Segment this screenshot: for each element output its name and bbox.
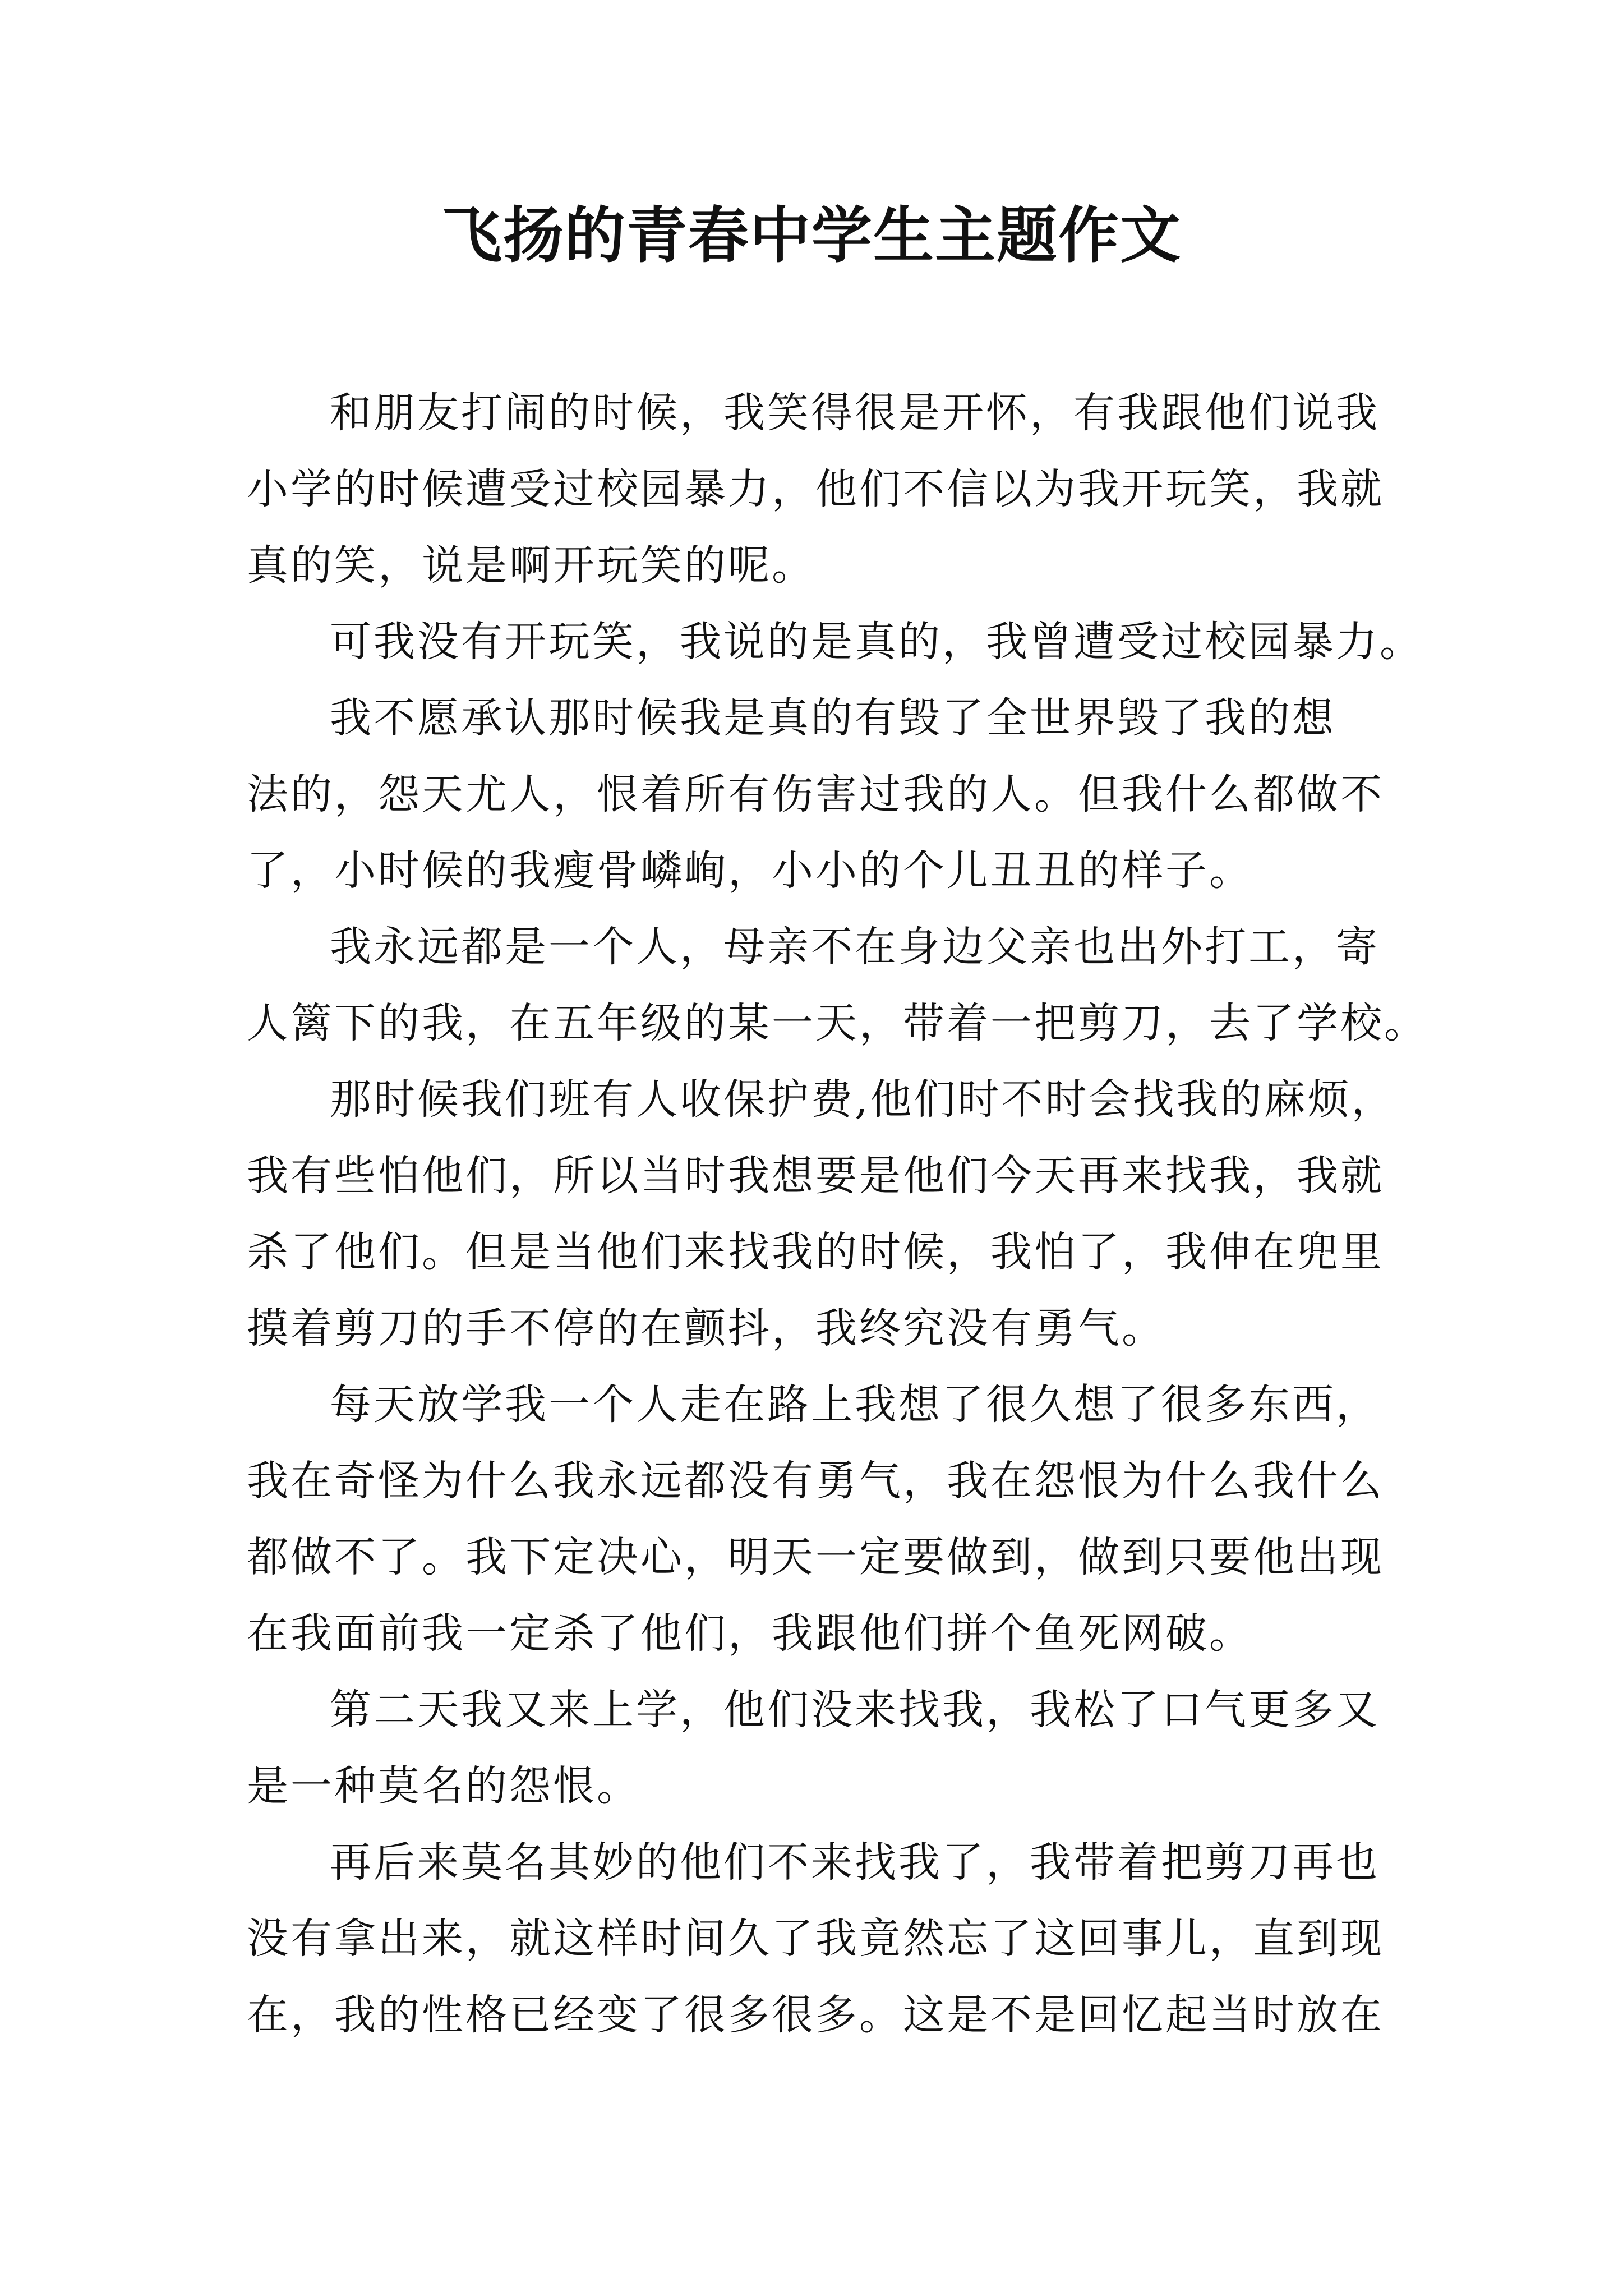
paragraph-line: 了，小时候的我瘦骨嶙峋，小小的个儿丑丑的样子。: [247, 846, 1253, 895]
paragraph-line: 我有些怕他们，所以当时我想要是他们今天再来找我，我就: [247, 1152, 1384, 1200]
paragraph-line: 在，我的性格已经变了很多很多。这是不是回忆起当时放在: [247, 1991, 1384, 2039]
paragraph-1: [247, 375, 1388, 604]
paragraph-line: 人篱下的我，在五年级的某一天，带着一把剪刀，去了学校。: [247, 999, 1428, 1047]
paragraph-line: 是一种莫名的怨恨。: [247, 1762, 640, 1810]
paragraph-line: 和朋友打闹的时候，我笑得很是开怀，有我跟他们说我: [330, 389, 1380, 437]
paragraph-line: 都做不了。我下定决心，明天一定要做到，做到只要他出现: [247, 1533, 1384, 1581]
paragraph-4: [247, 909, 1428, 1061]
paragraph-line: 摸着剪刀的手不停的在颤抖，我终究没有勇气。: [247, 1304, 1165, 1352]
paragraph-6: [247, 1366, 1388, 1672]
paragraph-line: 那时候我们班有人收保护费,他们时不时会找我的麻烦，: [330, 1075, 1395, 1124]
paragraph-line: 每天放学我一个人走在路上我想了很久想了很多东西，: [330, 1381, 1380, 1429]
paragraph-line: 小学的时候遭受过校园暴力，他们不信以为我开玩笑，我就: [247, 465, 1384, 513]
paragraph-5: [247, 1061, 1395, 1366]
document-body: [247, 375, 1428, 2053]
paragraph-8: [247, 1824, 1388, 2053]
paragraph-line: 法的，怨天尤人，恨着所有伤害过我的人。但我什么都做不: [247, 770, 1384, 818]
paragraph-line: 第二天我又来上学，他们没来找我，我松了口气更多又: [330, 1686, 1380, 1734]
paragraph-7: [247, 1672, 1388, 1824]
paragraph-3: [247, 680, 1388, 909]
paragraph-line: 可我没有开玩笑，我说的是真的，我曾遭受过校园暴力。: [330, 618, 1423, 666]
paragraph-line: 我不愿承认那时候我是真的有毁了全世界毁了我的想: [330, 694, 1336, 742]
document-title: 飞扬的青春中学生主题作文: [441, 200, 1182, 271]
paragraph-line: 再后来莫名其妙的他们不来找我了，我带着把剪刀再也: [330, 1838, 1380, 1887]
paragraph-line: 在我面前我一定杀了他们，我跟他们拼个鱼死网破。: [247, 1609, 1253, 1658]
paragraph-line: 没有拿出来，就这样时间久了我竟然忘了这回事儿，直到现: [247, 1915, 1384, 1963]
paragraph-2: [247, 604, 1423, 680]
paragraph-line: 真的笑，说是啊开玩笑的呢。: [247, 541, 815, 590]
paragraph-line: 我在奇怪为什么我永远都没有勇气，我在怨恨为什么我什么: [247, 1457, 1384, 1505]
paragraph-line: 我永远都是一个人，母亲不在身边父亲也出外打工，寄: [330, 923, 1380, 971]
paragraph-line: 杀了他们。但是当他们来找我的时候，我怕了，我伸在兜里: [247, 1228, 1384, 1276]
